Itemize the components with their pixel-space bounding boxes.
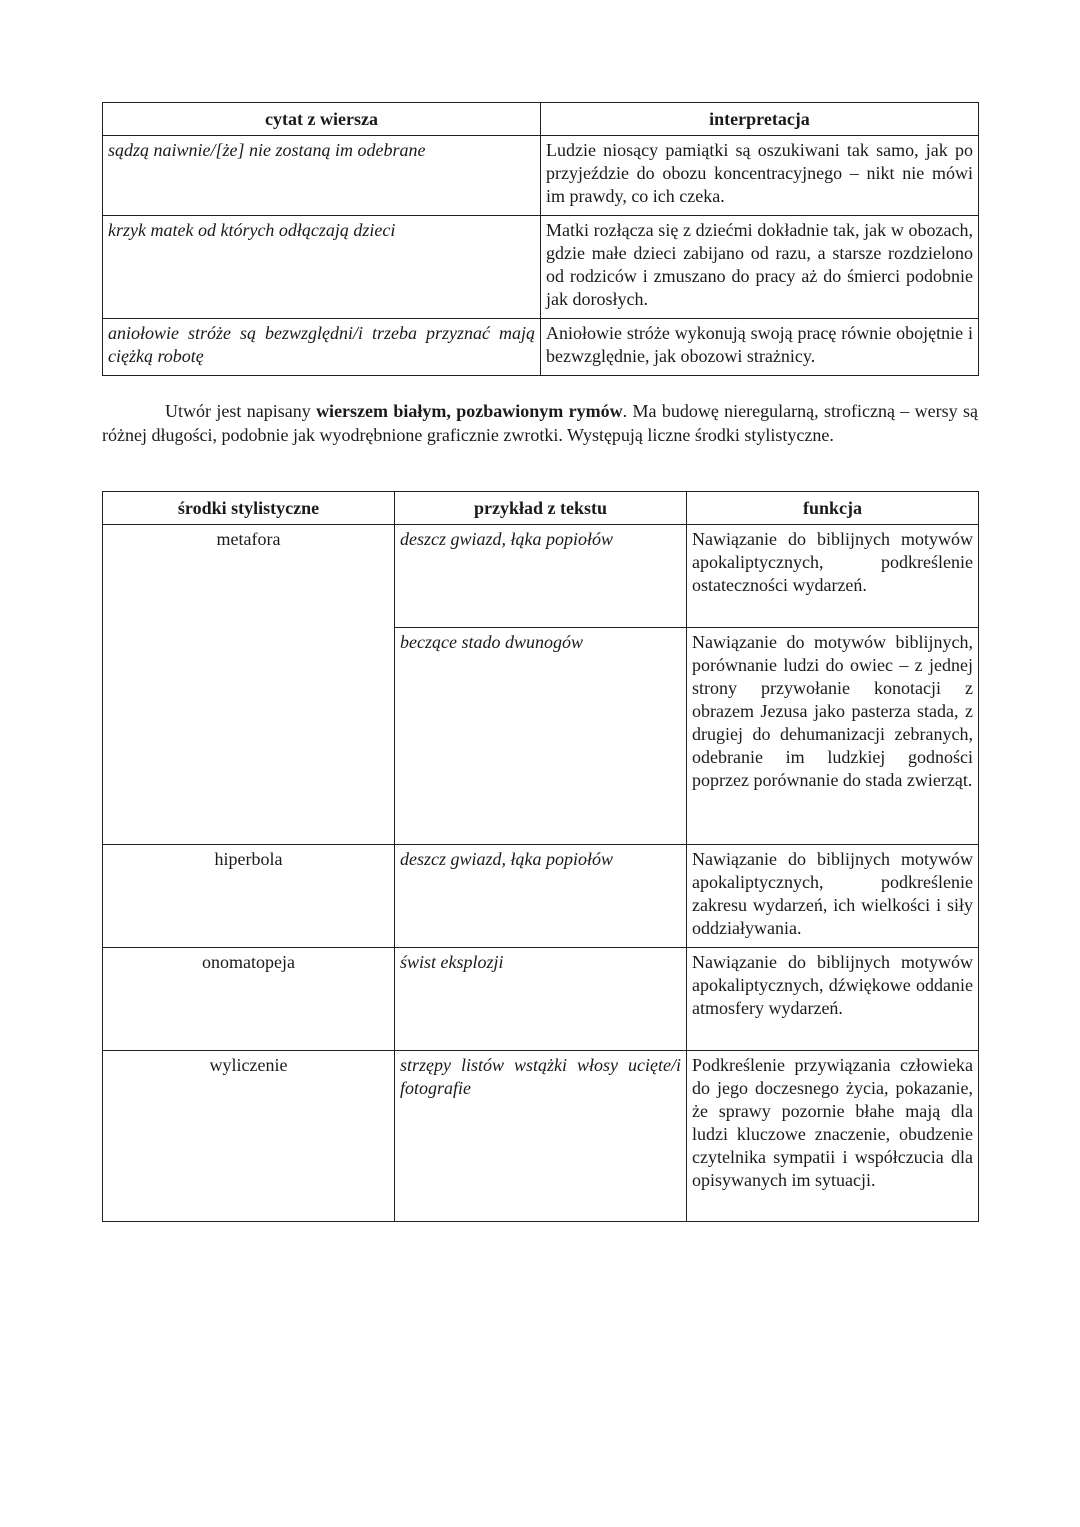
interpretation-cell: Matki rozłącza się z dziećmi dokładnie tak, jak w obozach, gdzie małe dzieci zabijano od razu, a starsze rozdzielono od rodziców i zmuszano do pracy aż do śmierci podobnie jak dorosłych. [541,216,979,319]
device-cell: wyliczenie [103,1051,395,1222]
table-row [103,948,979,1051]
table-header-row [103,492,979,525]
header-function: funkcja [687,492,979,525]
stylistic-devices-table [102,491,979,1222]
verse-description-paragraph [102,399,978,447]
paragraph-bold-text: wierszem białym, pozbawionym rymów [316,401,623,421]
table-row [103,1051,979,1222]
quote-cell: sądzą naiwnie/[że] nie zostaną im odebrane [103,136,541,216]
quote-cell: krzyk matek od których odłączają dzieci [103,216,541,319]
function-cell: Podkreślenie przywiązania człowieka do jego doczesnego życia, pokazanie, że sprawy pozornie błahe mają dla ludzi kluczowe znaczenie, obudzenie czytelnika sympatii i współczucia dla opisywanych im sytuacji. [687,1051,979,1222]
header-interpretation: interpretacja [541,103,979,136]
header-quote: cytat z wiersza [103,103,541,136]
device-cell: metafora [103,525,395,845]
quote-cell: aniołowie stróże są bezwzględni/i trzeba przyznać mają ciężką robotę [103,319,541,376]
quote-interpretation-table [102,102,979,376]
table-row [103,525,979,628]
header-example: przykład z tekstu [395,492,687,525]
table-row [103,136,979,216]
header-device: środki stylistyczne [103,492,395,525]
example-cell: deszcz gwiazd, łąka popiołów [395,525,687,628]
table-row [103,319,979,376]
table-row [103,216,979,319]
table-row [103,845,979,948]
device-cell: onomatopeja [103,948,395,1051]
function-cell: Nawiązanie do biblijnych motywów apokaliptycznych, podkreślenie ostateczności wydarzeń. [687,525,979,628]
function-cell: Nawiązanie do biblijnych motywów apokaliptycznych, dźwiękowe oddanie atmosfery wydarzeń. [687,948,979,1051]
paragraph-text-1: Utwór jest napisany [165,401,317,421]
function-cell: Nawiązanie do motywów biblijnych, porównanie ludzi do owiec – z jednej strony przywołanie konotacji z obrazem Jezusa jako pasterza stada, z drugiej do dehumanizacji zebranych, odebranie im ludzkiej godności poprzez porównanie do stada zwierząt. [687,628,979,845]
table-header-row [103,103,979,136]
example-cell: świst eksplozji [395,948,687,1051]
device-cell: hiperbola [103,845,395,948]
example-cell: strzępy listów wstążki włosy ucięte/i fotografie [395,1051,687,1222]
example-cell: beczące stado dwunogów [395,628,687,845]
interpretation-cell: Aniołowie stróże wykonują swoją pracę równie obojętnie i bezwzględnie, jak obozowi strażnicy. [541,319,979,376]
function-cell: Nawiązanie do biblijnych motywów apokaliptycznych, podkreślenie zakresu wydarzeń, ich wielkości i siły oddziaływania. [687,845,979,948]
example-cell: deszcz gwiazd, łąka popiołów [395,845,687,948]
interpretation-cell: Ludzie niosący pamiątki są oszukiwani tak samo, jak po przyjeździe do obozu koncentracyjnego – nikt nie mówi im prawdy, co ich czeka. [541,136,979,216]
paragraph-text-2: . Ma budowę nieregularną, stroficzną – wersy są różnej długości, podobnie jak wyodrębnione graficznie zwrotki. Występują liczne środki stylistyczne. [102,401,978,445]
